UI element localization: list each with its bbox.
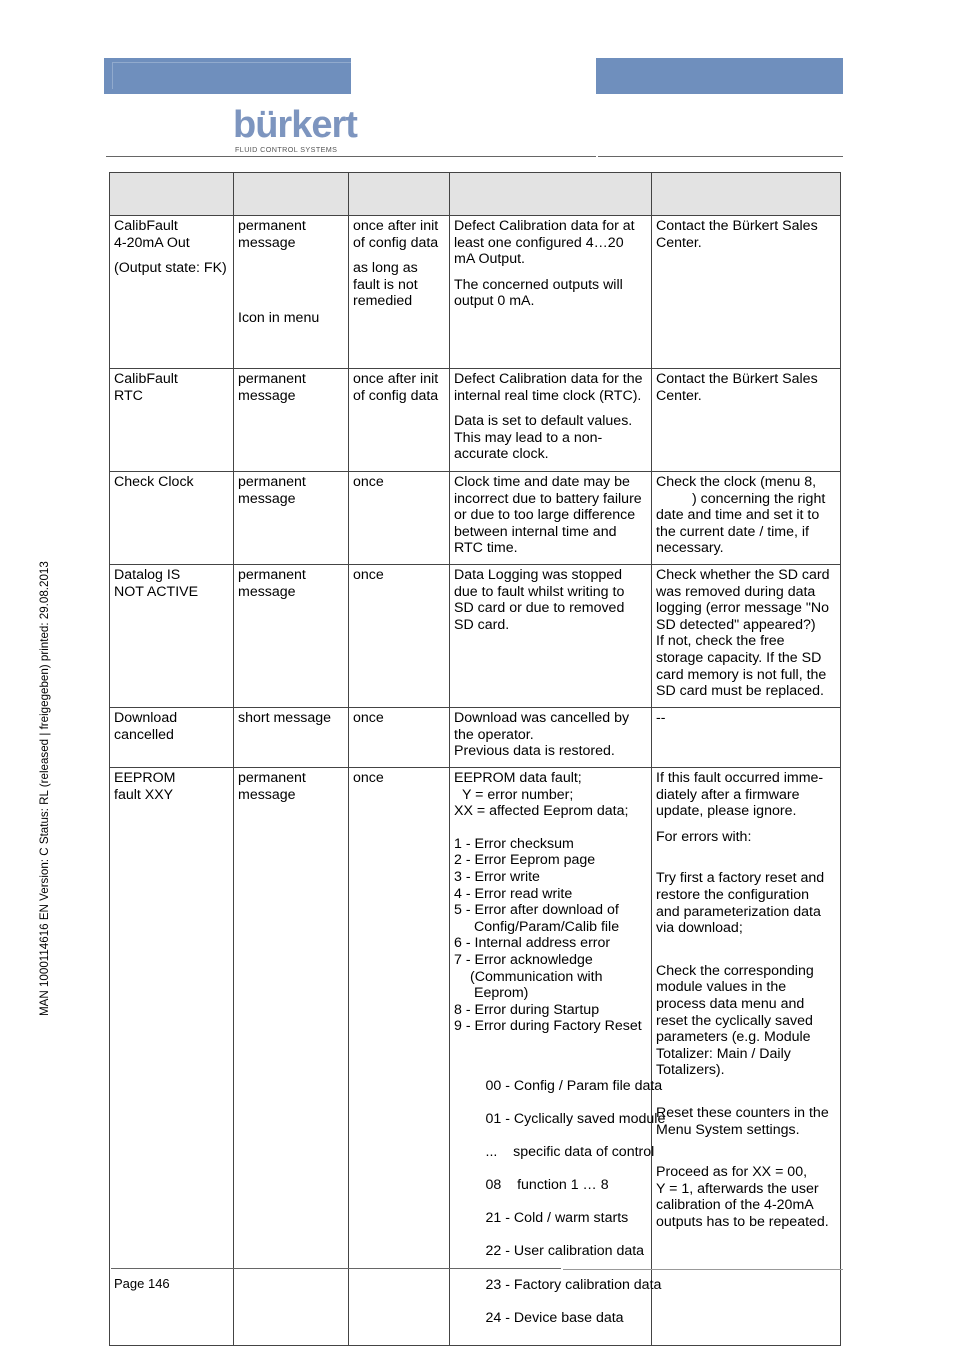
table-row [110, 768, 841, 1346]
footer-rule-right [563, 1269, 843, 1270]
cause-cell: Data Logging was stopped due to fault whilst writing to SD card or due to removed SD card. [450, 565, 652, 708]
type-cell: permanent message [234, 369, 349, 472]
frequency-cell: once [349, 708, 450, 768]
table-header-cell [349, 173, 450, 216]
burkert-logo [233, 104, 357, 157]
table-header-row [110, 173, 841, 216]
action-cell: Check the clock (menu 8, ) concerning the right date and time and set it to the current date / time, if necessary. [652, 472, 841, 565]
table-row [110, 708, 841, 768]
table-row [110, 565, 841, 708]
message-cell: EEPROM fault XXY [110, 768, 234, 1346]
logo-wordmark: bürkert [233, 104, 357, 146]
message-cell: Datalog IS NOT ACTIVE [110, 565, 234, 708]
cause-cell: EEPROM data fault; Y = error number; XX = affected Eeprom data; 1 - Error checksum 2 - Error Eeprom page 3 - Error write 4 - Error read write 5 - Error after download of Config/Param/Calib file 6 - Internal address error 7 - Error acknowledge (Communication with Eeprom) 8 - Error during Startup 9 - Error during Factory Reset 00 - Config / Param file data 01 - Cyclically saved module ... specific data of control 08 function 1 … 8 21 - Cold / warm starts 22 - User calibration data 23 - Factory calibration data 24 - Device base data [450, 768, 652, 1346]
cause-cell: Defect Calibration data for at least one configured 4…20 mA Output. The concerned outputs will output 0 mA. [450, 216, 652, 369]
header-rule-left [106, 156, 596, 157]
frequency-cell: once [349, 565, 450, 708]
cause-cell: Download was cancelled by the operator. Previous data is restored. [450, 708, 652, 768]
frequency-cell: once [349, 472, 450, 565]
logo-subtitle: FLUID CONTROL SYSTEMS [235, 145, 338, 154]
frequency-cell: once after init of config data [349, 369, 450, 472]
table-header-cell [450, 173, 652, 216]
type-cell: permanent message [234, 565, 349, 708]
footer-rule-left [111, 1268, 561, 1269]
header-rule-right [598, 156, 843, 157]
table-row [110, 216, 841, 369]
action-cell: Contact the Bürkert Sales Center. [652, 369, 841, 472]
type-cell: permanent message [234, 768, 349, 1346]
header-bar-right [596, 58, 843, 94]
table-row [110, 369, 841, 472]
type-cell: permanent message Icon in menu [234, 216, 349, 369]
frequency-cell: once after init of config data as long as fault is not remedied [349, 216, 450, 369]
action-cell: -- [652, 708, 841, 768]
type-cell: short message [234, 708, 349, 768]
action-cell: If this fault occurred imme- diately after a firmware update, please ignore. For errors with: Try first a factory reset and restore the configuration and parameterization data via download; Check the corresponding module values in the process data menu and reset the cyclically saved parameters (e.g. Module Totalizer: Main / Daily Totalizers). Reset these counters in the Menu System settings. Proceed as for XX = 00, Y = 1, afterwards the user calibration of the 4-20mA outputs has to be repeated. [652, 768, 841, 1346]
header-bar-left [104, 58, 351, 94]
cause-cell: Clock time and date may be incorrect due to battery failure or due to too large difference between internal time and RTC time. [450, 472, 652, 565]
action-cell: Check whether the SD card was removed during data logging (error message "No SD detected" appeared?) If not, check the free storage capacity. If the SD card memory is not full, the SD card must be replaced. [652, 565, 841, 708]
table-header-cell [652, 173, 841, 216]
table-header-cell [110, 173, 234, 216]
message-cell: Check Clock [110, 472, 234, 565]
cause-cell: Defect Calibration data for the internal real time clock (RTC). Data is set to default values. This may lead to a non- accurate clock. [450, 369, 652, 472]
type-cell: permanent message [234, 472, 349, 565]
message-cell: CalibFault 4-20mA Out (Output state: FK) [110, 216, 234, 369]
message-table [109, 172, 841, 1346]
message-cell: CalibFault RTC [110, 369, 234, 472]
frequency-cell: once [349, 768, 450, 1346]
side-document-info: MAN 1000114616 EN Version: C Status: RL (released | freigegeben) printed: 29.08.2013 [38, 561, 51, 1016]
page-number: Page 146 [114, 1276, 170, 1291]
message-cell: Download cancelled [110, 708, 234, 768]
table-header-cell [234, 173, 349, 216]
action-cell: Contact the Bürkert Sales Center. [652, 216, 841, 369]
table-row [110, 472, 841, 565]
